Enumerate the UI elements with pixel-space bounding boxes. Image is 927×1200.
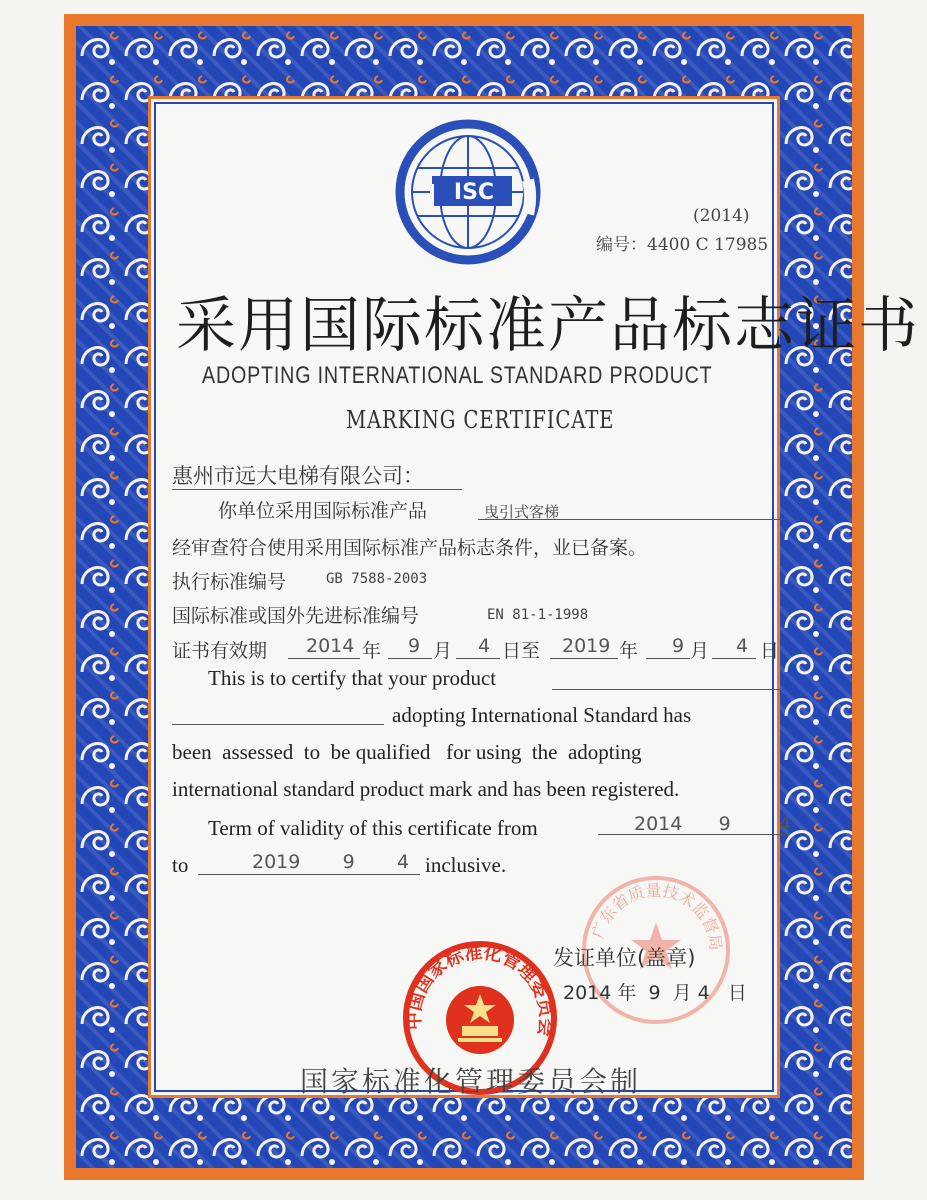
- logo-letters: ISC: [453, 180, 495, 205]
- footer-issuer: 国家标准化管理委员会制: [300, 1065, 642, 1098]
- certificate-number-label: 编号：: [596, 235, 647, 255]
- english-line-2: adopting International Standard has: [392, 703, 692, 727]
- product-value: 曳引式客梯: [484, 503, 560, 521]
- english-product-underline-2: [172, 724, 384, 725]
- intl-standard-value: EN 81-1-1998: [487, 607, 589, 623]
- validity-day-char2: 日: [760, 640, 780, 662]
- company-name: 惠州市远大电梯有限公司：: [172, 464, 424, 488]
- company-underline: [172, 489, 462, 490]
- validity-from-year-underline: [288, 658, 360, 659]
- english-inclusive: inclusive.: [425, 853, 507, 877]
- isc-globe-logo: [394, 118, 552, 266]
- english-line-1: This is to certify that your product: [208, 666, 497, 690]
- validity-to-month: 9: [672, 635, 685, 657]
- english-to-underline: [198, 874, 420, 875]
- validity-year-char2: 年: [619, 640, 639, 662]
- issuer-label: 发证单位(盖章): [553, 946, 696, 970]
- red-seal-text: 中国国家标准化管理委员会: [403, 942, 557, 1038]
- english-validity-to: 2019 9 4: [252, 851, 410, 873]
- validity-from-month: 9: [408, 635, 421, 657]
- product-label: 你单位采用国际标准产品: [218, 500, 428, 522]
- validity-day-char1: 日至: [502, 640, 541, 662]
- title-english-line1: ADOPTING INTERNATIONAL STANDARD PRODUCT: [202, 362, 713, 389]
- english-validity-from: 2014 9 4: [634, 813, 792, 835]
- assessment-statement: 经审查符合使用采用国际标准产品标志条件，业已备案。: [172, 537, 648, 559]
- validity-to-day: 4: [736, 635, 749, 657]
- english-product-underline-1: [552, 689, 786, 690]
- validity-from-day-underline: [456, 658, 500, 659]
- english-line-5: Term of validity of this certificate from: [208, 816, 538, 840]
- validity-from-month-underline: [388, 658, 432, 659]
- standard-number-value: GB 7588-2003: [326, 571, 428, 587]
- validity-to-month-underline: [646, 658, 690, 659]
- validity-from-day: 4: [478, 635, 491, 657]
- product-underline: [478, 519, 786, 520]
- validity-year-char1: 年: [362, 640, 382, 662]
- validity-month-char2: 月: [690, 640, 710, 662]
- english-to-label: to: [172, 853, 189, 877]
- intl-standard-label: 国际标准或国外先进标准编号: [172, 605, 420, 627]
- validity-to-year: 2019: [562, 635, 611, 657]
- standard-number-label: 执行标准编号: [172, 571, 287, 593]
- validity-from-year: 2014: [306, 635, 355, 657]
- certificate-number: [596, 230, 768, 255]
- validity-to-day-underline: [712, 658, 756, 659]
- certificate-number-year: (2014): [693, 206, 750, 226]
- validity-to-year-underline: [550, 658, 618, 659]
- certificate-number-value: 4400 C 17985: [647, 235, 769, 255]
- title-chinese: 采用国际标准产品标志证书: [176, 291, 920, 361]
- english-line-4: international standard product mark and has been registered.: [172, 777, 680, 801]
- validity-label: 证书有效期: [172, 640, 268, 662]
- issue-date: 2014 年 9 月 4 日: [563, 982, 747, 1004]
- faint-seal-text: 广东省质量技术监督局: [588, 880, 726, 952]
- english-line-3: been assessed to be qualified for using the adopting: [172, 740, 642, 764]
- english-from-underline: [598, 834, 788, 835]
- validity-month-char1: 月: [433, 640, 453, 662]
- title-english-line2: MARKING CERTIFICATE: [346, 406, 615, 434]
